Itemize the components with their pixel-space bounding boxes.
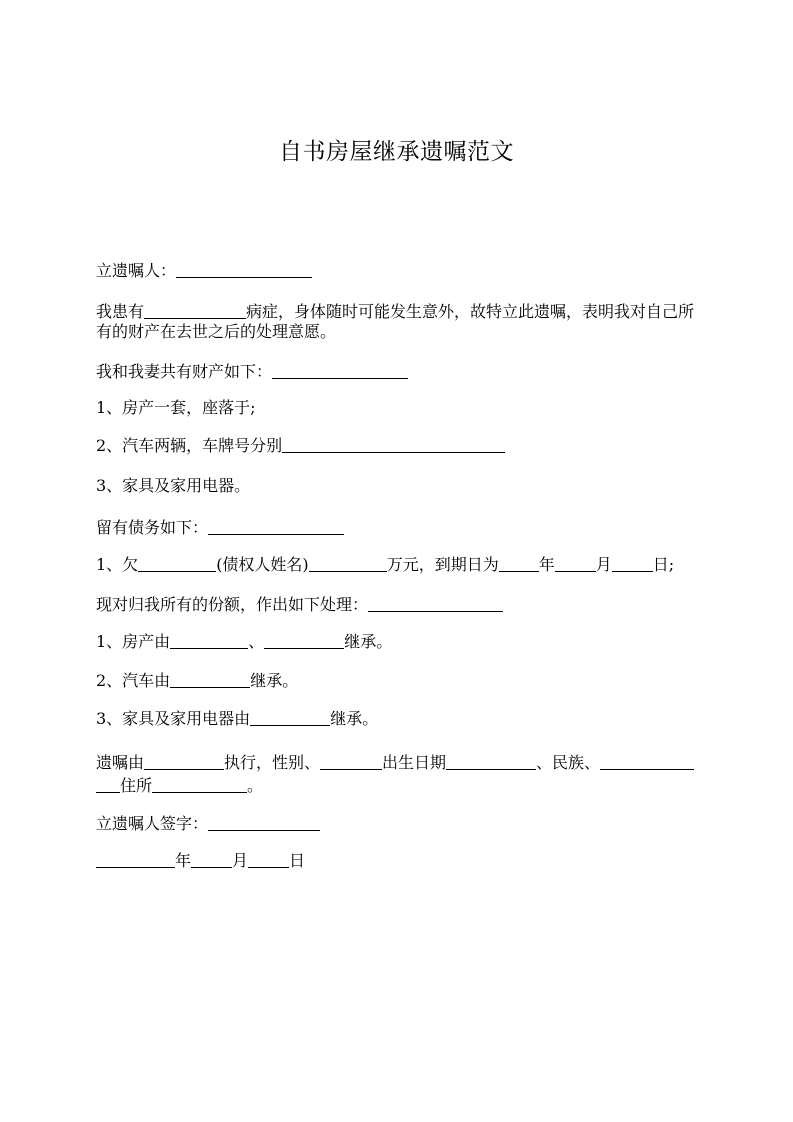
disposal-item-2 [96,671,706,691]
executor-address-blank [152,792,247,793]
debt-text-owe: 1、欠 [96,555,139,574]
debt-creditor-blank [309,571,387,572]
illness-text-after: 病症，身体随时可能发生意外，故特立此遗嘱，表明我对自己所有的财产在去世之后的处理意愿。 [96,302,695,341]
date-year-label: 年 [175,851,192,870]
property-heading-line [96,362,706,382]
executor-text-3: 出生日期 [382,753,447,772]
house-heir-2-blank [264,648,344,649]
property-item-2 [96,436,706,456]
sign-month-blank [191,867,232,868]
executor-text-2: 执行，性别、 [224,753,321,772]
executor-text-4: 、民族、 [536,753,601,772]
disposal-1-separator: 、 [248,632,265,651]
debt-text-day: 日; [652,555,675,574]
property-item-2-text: 2、汽车两辆，车牌号分别 [96,436,283,455]
illness-blank [144,318,246,319]
sign-day-blank [248,867,289,868]
property-item-3 [96,476,706,496]
executor-text-5: 住所 [120,776,153,795]
testator-label: 立遗嘱人： [96,261,177,280]
property-item-1 [96,398,706,418]
disposal-2-text-before: 2、汽车由 [96,671,171,690]
property-item-1-text: 1、房产一套，座落于; [96,398,256,417]
signature-blank [208,830,320,831]
sign-year-blank [96,867,175,868]
illness-text-before: 我患有 [96,302,145,321]
due-year-blank [499,571,539,572]
signature-line [96,814,706,834]
disposal-heading-line [96,595,706,615]
disposal-1-text-before: 1、房产由 [96,632,171,651]
executor-ethnicity-blank-continued [96,792,120,793]
property-item-3-text: 3、家具及家用电器。 [96,476,251,495]
executor-text-1: 遗嘱由 [96,753,145,772]
due-month-blank [555,571,596,572]
plate-number-blank [282,452,505,453]
executor-name-blank [144,769,224,770]
debt-text-creditor: (债权人姓名) [216,555,309,574]
date-line [96,851,706,871]
testator-name-blank [176,277,312,278]
debt-amount-blank [138,571,216,572]
executor-ethnicity-blank [600,769,694,770]
document-title: 自书房屋继承遗嘱范文 [279,139,514,165]
car-heir-blank [170,687,250,688]
debt-text-due: 万元，到期日为 [386,555,499,574]
date-month-label: 月 [232,851,249,870]
disposal-2-text-after: 继承。 [250,671,299,690]
disposal-heading: 现对归我所有的份额，作出如下处理： [96,595,369,614]
disposal-heading-blank [368,611,503,612]
executor-paragraph [96,751,706,797]
house-heir-1-blank [170,648,248,649]
debt-heading-line [96,518,706,538]
executor-birthdate-blank [446,769,536,770]
disposal-3-text-after: 继承。 [330,709,379,728]
due-day-blank [612,571,653,572]
debt-text-month: 月 [595,555,612,574]
date-day-label: 日 [289,851,306,870]
debt-text-year: 年 [538,555,555,574]
debt-heading: 留有债务如下： [96,518,209,537]
testator-line [96,261,706,281]
debt-heading-blank [208,534,344,535]
property-heading: 我和我妻共有财产如下： [96,362,273,381]
disposal-item-1 [96,632,706,652]
disposal-3-text-before: 3、家具及家用电器由 [96,709,251,728]
executor-gender-blank [320,769,382,770]
debt-item-1 [96,555,706,575]
signature-label: 立遗嘱人签字： [96,814,209,833]
furniture-heir-blank [250,725,330,726]
executor-text-6: 。 [247,776,264,795]
disposal-item-3 [96,709,706,729]
illness-paragraph [96,302,706,342]
disposal-1-text-after: 继承。 [344,632,393,651]
property-heading-blank [272,378,408,379]
